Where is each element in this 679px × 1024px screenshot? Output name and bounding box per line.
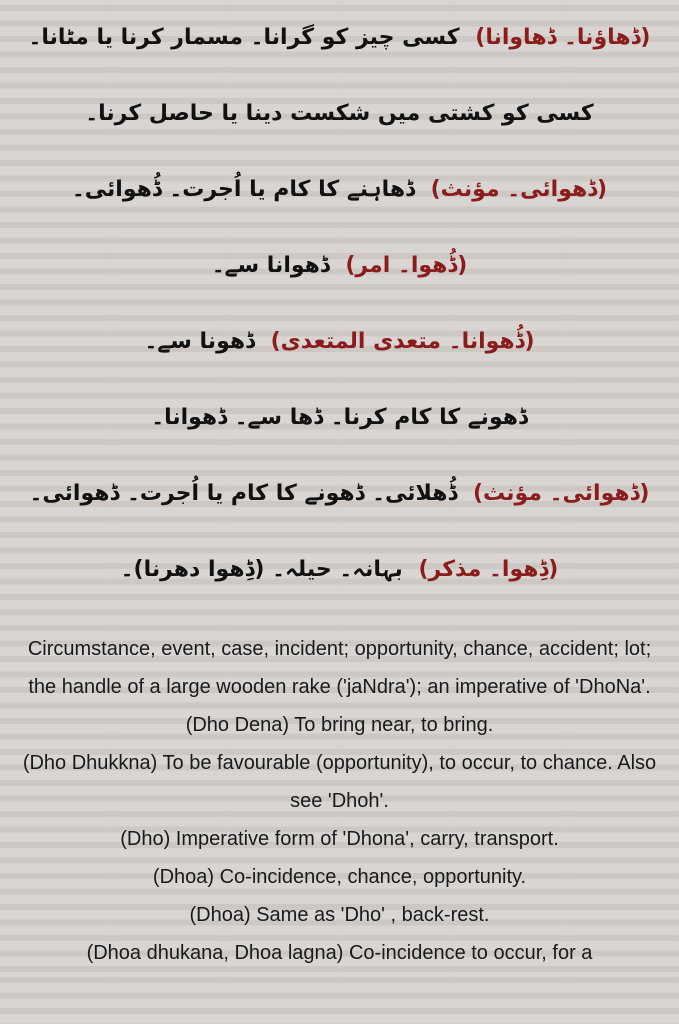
urdu-entry — [15, 456, 665, 532]
english-entry: (Dho Dena) To bring near, to bring. — [185, 714, 494, 736]
english-entry: (Dhoa) Co-incidence, chance, opportunity. — [152, 866, 527, 888]
urdu-entry — [15, 532, 665, 608]
english-entry: (Dhoa dhukana, Dhoa lagna) Co-incidence to occur, for a — [86, 942, 593, 964]
urdu-headword: (ڈھوائی۔ مؤنث) — [472, 481, 650, 506]
english-entry: (Dho Dhukkna) To be favourable (opportunity), to occur, to chance. Also see 'Dhoh'. — [22, 752, 657, 812]
urdu-headword: (ڈُھوانا۔ متعدی المتعدی) — [270, 329, 535, 354]
english-entry: (Dhoa) Same as 'Dho' , back-rest. — [189, 904, 490, 926]
urdu-definition: ڈُھلائی۔ ڈھونے کا کام یا اُجرت۔ ڈھوائی۔ — [29, 481, 458, 506]
urdu-definition: ڈھوانا سے۔ — [211, 253, 330, 278]
urdu-definition: بہانہ۔ حیلہ۔ (ڈِھوا دھرنا)۔ — [120, 557, 403, 582]
urdu-definition: ڈھونا سے۔ ڈھونے کا کام کرنا۔ ڈھا سے۔ ڈھوانا۔ — [144, 329, 528, 430]
urdu-headword: (ڈھوائی۔ مؤنث) — [430, 177, 608, 202]
urdu-headword: (ڈِھوا۔ مذکر) — [418, 557, 559, 582]
english-definitions — [0, 630, 679, 972]
urdu-definition: ڈھاہنے کا کام یا اُجرت۔ ڈُھوائی۔ — [71, 177, 415, 202]
urdu-definition: کسی چیز کو گرانا۔ مسمار کرنا یا مٹانا۔ کسی کو کشتی میں شکست دینا یا حاصل کرنا۔ — [28, 25, 594, 126]
urdu-entry — [120, 304, 560, 456]
english-entry: Circumstance, event, case, incident; opportunity, chance, accident; lot; the handle of a large wooden rake ('jaNdra'); an imperative of 'DhoNa'. — [27, 638, 652, 698]
urdu-entry — [15, 228, 665, 304]
english-entry: (Dho) Imperative form of 'Dhona', carry, transport. — [120, 828, 559, 850]
urdu-entry — [15, 152, 665, 228]
urdu-entry — [15, 0, 665, 152]
urdu-headword: (ڈھاؤنا۔ ڈھاوانا) — [475, 25, 651, 50]
urdu-headword: (ڈُھوا۔ امر) — [345, 253, 468, 278]
